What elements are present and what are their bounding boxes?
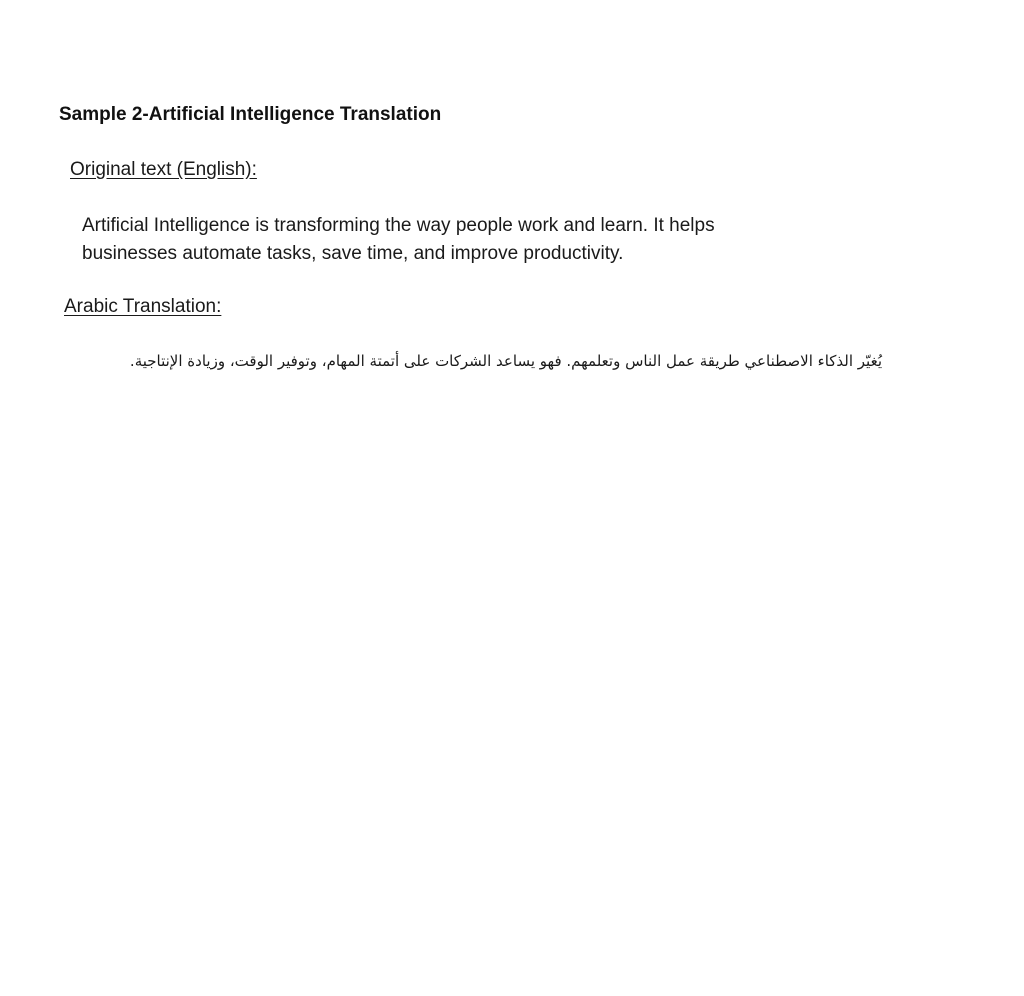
arabic-translation-paragraph: يُغيّر الذكاء الاصطناعي طريقة عمل الناس وتعلمهم. فهو يساعد الشركات على أتمتة المهام، وتوفير الوقت، وزيادة الإنتاجية. (129, 352, 882, 370)
arabic-translation-heading: Arabic Translation: (64, 296, 222, 317)
document-title: Sample 2-Artificial Intelligence Translation (59, 104, 442, 125)
original-text-heading: Original text (English): (70, 159, 257, 180)
original-text-paragraph: Artificial Intelligence is transforming the way people work and learn. It helps businesses automate tasks, save time, and improve productivity. (82, 215, 715, 264)
